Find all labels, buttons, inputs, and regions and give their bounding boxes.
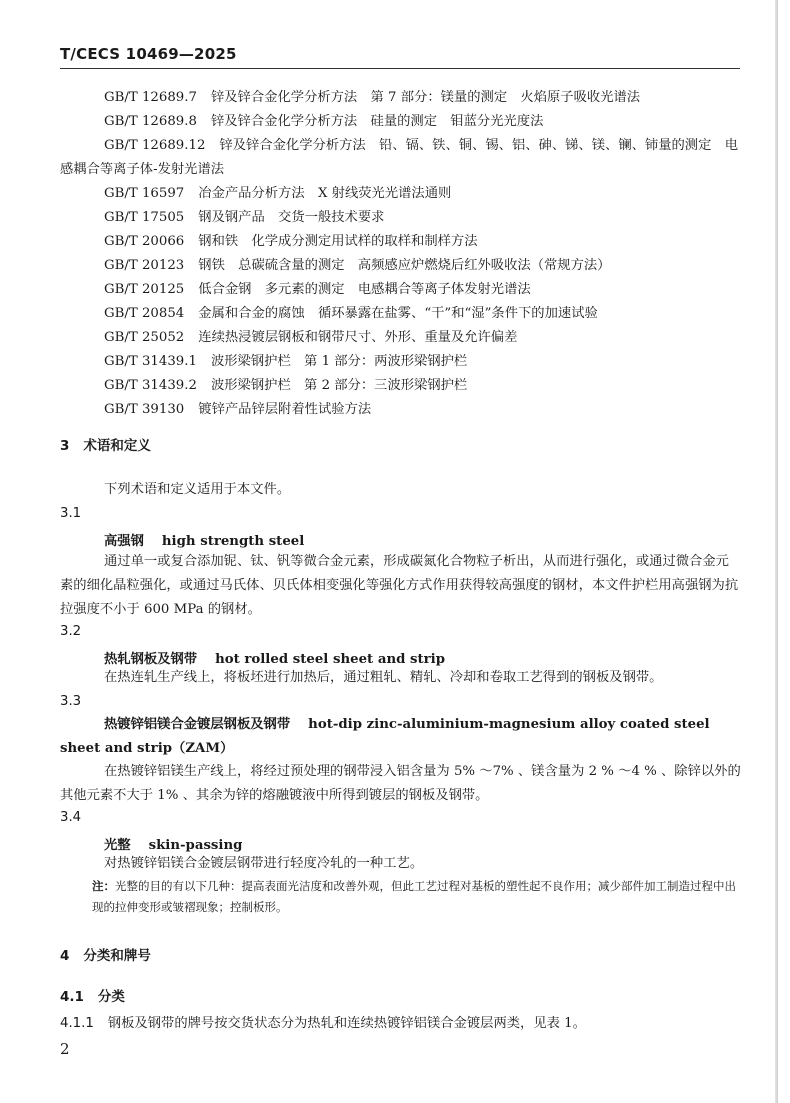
- term-number-3-2: 3.2: [60, 624, 82, 639]
- reference-title: 波形梁钢护栏 第 2 部分：三波形梁钢护栏: [210, 378, 468, 393]
- term-3-2: [104, 648, 445, 667]
- reference-code: GB/T 12689.12: [104, 138, 206, 153]
- reference-title: 钢及钢产品 交货一般技术要求: [198, 210, 385, 225]
- term-3-2-definition: 在热连轧生产线上，将板坯进行加热后，通过粗轧、精轧、冷却和卷取工艺得到的钢板及钢带。: [104, 670, 663, 685]
- term-number-3-3: 3.3: [60, 694, 82, 709]
- reference-code: GB/T 12689.8: [104, 114, 197, 129]
- reference-code: GB/T 25052: [104, 330, 185, 345]
- reference-title: 钢铁 总碳硫含量的测定 高频感应炉燃烧后红外吸收法（常规方法）: [198, 258, 611, 273]
- doc-code-header: T/CECS 10469—2025: [60, 45, 237, 63]
- reference-title: 锌及锌合金化学分析方法 硅量的测定 钼蓝分光光度法: [210, 114, 544, 129]
- reference-code: GB/T 17505: [104, 210, 185, 225]
- reference-title: 锌及锌合金化学分析方法 铅、镉、铁、铜、锡、铝、砷、锑、镁、镧、铈量的测定 电: [219, 138, 738, 153]
- reference-item: [60, 326, 740, 350]
- reference-item: [60, 182, 740, 206]
- section-3-intro: 下列术语和定义适用于本文件。: [104, 482, 291, 497]
- term-zh: 热镀锌铝镁合金镀层钢板及钢带: [104, 717, 291, 732]
- reference-code: GB/T 20066: [104, 234, 185, 249]
- term-3-3-definition: 在热镀锌铝镁生产线上，将经过预处理的钢带浸入铝含量为 5% ～7% 、镁含量为 2 % ～4 % 、除锌以外的其他元素不大于 1% 、其余为锌的熔融镀液中所得到镀层的钢板及钢带。: [60, 764, 741, 803]
- header-rule: [60, 68, 740, 69]
- reference-item: [60, 206, 740, 230]
- reference-title: 低合金钢 多元素的测定 电感耦合等离子体发射光谱法: [198, 282, 531, 297]
- reference-code: GB/T 12689.7: [104, 90, 197, 105]
- reference-item: [60, 374, 740, 398]
- reference-code: GB/T 20123: [104, 258, 185, 273]
- term-number-3-1: 3.1: [60, 506, 82, 521]
- reference-title: 连续热浸镀层钢板和钢带尺寸、外形、重量及允许偏差: [198, 330, 518, 345]
- reference-code: GB/T 16597: [104, 186, 185, 201]
- section-title: 术语和定义: [83, 438, 151, 454]
- reference-title: 冶金产品分析方法 X 射线荧光光谱法通则: [198, 186, 452, 201]
- reference-title: 镀锌产品锌层附着性试验方法: [198, 402, 372, 417]
- clause-4-1-1: [60, 1012, 742, 1036]
- reference-item: [60, 230, 740, 254]
- clause-number: 4.1.1: [60, 1016, 94, 1031]
- term-zh: 高强钢: [104, 534, 144, 549]
- reference-item: [60, 278, 740, 302]
- note-text: 光整的目的有以下几种：提高表面光洁度和改善外观，但此工艺过程对基板的塑性起不良作用；减少部件加工制造过程中出现的拉伸变形或皱褶现象；控制板形。: [92, 879, 736, 914]
- note-label: 注：: [92, 879, 115, 893]
- page-number: 2: [60, 1040, 70, 1058]
- term-3-1-definition: 通过单一或复合添加铌、钛、钒等微合金元素，形成碳氮化合物粒子析出，从而进行强化，或通过微合金元素的细化晶粒强化，或通过马氏体、贝氏体相变强化等强化方式作用获得较高强度的钢材，本文件护栏用高强钢为抗拉强度不小于 600 MPa 的钢材。: [60, 554, 739, 617]
- reference-code: GB/T 20854: [104, 306, 185, 321]
- section-number: 4: [60, 948, 70, 964]
- term-en: high strength steel: [161, 534, 305, 549]
- reference-item: [60, 110, 740, 134]
- subsection-4-1-heading: [60, 985, 125, 1005]
- section-4-heading: [60, 944, 151, 964]
- section-number: 3: [60, 438, 70, 454]
- reference-item: [60, 134, 740, 182]
- term-3-1: [104, 530, 304, 549]
- term-zh: 光整: [104, 838, 131, 853]
- subsection-title: 分类: [97, 989, 125, 1005]
- subsection-number: 4.1: [60, 989, 84, 1005]
- term-3-4-note: [92, 876, 742, 918]
- term-en: hot-dip zinc-aluminium-magnesium alloy coated steel sheet and strip（ZAM）: [60, 717, 710, 756]
- term-3-4-definition: 对热镀锌铝镁合金镀层钢带进行轻度冷轧的一种工艺。: [104, 856, 424, 871]
- reference-item: [60, 350, 740, 374]
- reference-item: [60, 86, 740, 110]
- reference-title-continued: 感耦合等离子体-发射光谱法: [60, 162, 225, 177]
- reference-item: [60, 302, 740, 326]
- reference-item: [60, 254, 740, 278]
- section-3-heading: [60, 434, 151, 454]
- reference-title: 波形梁钢护栏 第 1 部分：两波形梁钢护栏: [210, 354, 468, 369]
- term-3-4: [104, 834, 242, 853]
- term-en: skin-passing: [148, 838, 243, 853]
- term-zh: 热轧钢板及钢带: [104, 652, 198, 667]
- clause-text: 钢板及钢带的牌号按交货状态分为热轧和连续热镀锌铝镁合金镀层两类，见表 1。: [107, 1016, 586, 1031]
- reference-title: 锌及锌合金化学分析方法 第 7 部分：镁量的测定 火焰原子吸收光谱法: [210, 90, 641, 105]
- reference-code: GB/T 31439.2: [104, 378, 197, 393]
- reference-title: 钢和铁 化学成分测定用试样的取样和制样方法: [198, 234, 478, 249]
- term-en: hot rolled steel sheet and strip: [215, 652, 446, 667]
- reference-code: GB/T 39130: [104, 402, 185, 417]
- term-3-3: [60, 713, 742, 761]
- reference-code: GB/T 20125: [104, 282, 185, 297]
- section-title: 分类和牌号: [83, 948, 151, 964]
- reference-title: 金属和合金的腐蚀 循环暴露在盐雾、“干”和“湿”条件下的加速试验: [198, 306, 598, 321]
- normative-references-list: [60, 86, 740, 422]
- term-number-3-4: 3.4: [60, 810, 82, 825]
- reference-code: GB/T 31439.1: [104, 354, 197, 369]
- page-edge-shadow: [775, 0, 778, 1103]
- reference-item: [60, 398, 740, 422]
